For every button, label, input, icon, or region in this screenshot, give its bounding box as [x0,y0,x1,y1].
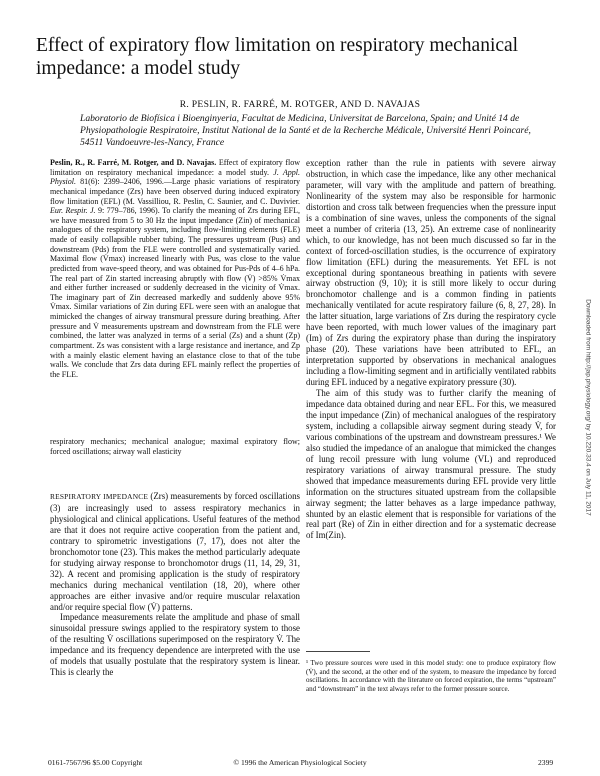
right-column-body [306,158,556,541]
download-watermark [582,190,591,630]
abstract-title: Effect of expiratory flow limitation on respiratory mechanical impedance: a model study. [50,158,300,177]
abstract [50,158,300,379]
left-paragraph-2: Impedance measurements relate the amplitude and phase of small sinusoidal pressure swings applied to the respiratory system to those of the resulting V̇ oscillations superimposed on the respiratory V̇. The impedance and its frequency dependence are interpreted with the use of models that usually postulate that the respiratory system is linear. This is clearly the [50,612,300,678]
footer-issn: 0161-7567/96 $5.00 Copyright [48,758,143,767]
abstract-authors: Peslin, R., R. Farré, M. Rotger, and D. Navajas. [50,158,217,167]
abstract-body-2: 9: 779–786, 1996). To clarify the meaning of Zrs during EFL, we have measured from 5 to 30 Hz the input impedance (Zin) of mechanical analogues of the respiratory system, including flow-limiting elements (FLE) made of easily collapsible rubber tubing. The pressures upstream (Pus) and downstream (Pds) from the FLE were controlled and systematically varied. Maximal flow (V̇max) increased linearly with Pus, was close to the value predicted from wave-speed theory, and was obtained for Pus-Pds of 4–6 hPa. The real part of Zin started increasing abruptly with flow (V̇) >85% V̇max and either further increased or suddenly decreased in the vicinity of V̇max. The imaginary part of Zin decreased markedly and suddenly above 95% V̇max. Similar variations of Zin during EFL were seen with an analogue that mimicked the changes of airway transmural pressure during breathing. After pressure and V̇ measurements upstream and downstream from the FLE were combined, the latter was analyzed in terms of a serial (Zs) and a shunt (Zp) compartment. Zs was consistent with a large resistance and inertance, and Zp with a mainly elastic element having an elastance close to that of the tube walls. We conclude that Zrs data during EFL mainly reflect the properties of the FLE. [50,206,300,379]
page-number: 2399 [538,758,554,767]
left-paragraph-1: (Zrs) measurements by forced oscillations (3) are increasingly used to assess respiratory mechanics in physiological and clinical applications. Useful features of the method are that it does not require active cooperation from the patient and, contrary to spirometric investigations (7, 17), does not alter the bronchomotor tone (23). This makes the method particularly adequate for studying airway response to bronchomotor drugs (11, 14, 29, 31, 32). A recent and promising application is the study of respiratory mechanics during mechanical ventilation (18, 20), where other approaches are either invasive and/or require muscular relaxation and/or require special flow (V̇) patterns. [50,491,300,612]
abstract-body-1: Large phasic variations of respiratory mechanical impedance (Zrs) have been observed during induced expiratory flow limitation (EFL) (M. Vassilliou, R. Peslin, C. Saunier, and C. Duvivier. [50,177,300,206]
abstract-ref-journal: Eur. Respir. J. [50,206,96,216]
right-paragraph-2: The aim of this study was to further clarify the meaning of impedance data obtained during and near EFL. For this, we measured the input impedance (Zin) of mechanical analogues of the respiratory system, including a collapsible airway segment during steady V̇, for various combinations of the upstream and downstream pressures.¹ We also studied the impedance of an analogue that mimicked the changes of lung recoil pressure with lung volume (VL) and reproduced respiratory variations of airway transmural pressure. The study showed that impedance measurements during EFL provide very little information on the structures situated upstream from the collapsible airway segment; the latter behaves as a large impedance pathway, shunted by an elastic element that is responsible for variations of the real part (Re) of Zin in either direction and for a systematic decrease of Im(Zin). [306,388,556,541]
download-watermark-text: Downloaded from http://jap.physiology.org/ by 10.220.33.4 on July 11, 2017 [584,299,592,516]
section-lead: RESPIRATORY IMPEDANCE [50,492,149,501]
right-paragraph-1: exception rather than the rule in patients with severe airway obstruction, in which case the impedance, like any other mechanical parameter, will vary with the amplitude and pattern of breathing. Nonlinearity of the system may also be responsible for harmonic distortion and cross talk between frequencies when the pressure input is a combination of sine waves, unless the components of the signal meet a number of criteria (13, 25). An extreme case of nonlinearity which, to our knowledge, has not been much discussed so far in the context of forced-oscillation studies, is the occurrence of expiratory flow limitation (EFL) during the measurements. Yet EFL is not exceptional during spontaneous breathing in patients with severe airway obstruction (9, 10); it is still more likely to occur during bronchomotor challenge and is a common finding in patients mechanically ventilated for acute respiratory failure (6, 8, 27, 28). In the latter situation, large variations of Zrs during the respiratory cycle have been reported, with much lower values of the imaginary part (Im) of Zrs during the expiratory phase than during the inspiratory phase (20). These variations have been attributed to EFL, an interpretation supported by observations in mechanical analogues including a flow-limiting segment and in artificially ventilated rabbits during EFL induced by a negative expiratory pressure (30). [306,158,556,388]
keywords [50,437,300,456]
footer-copyright: © 1996 the American Physiological Society [233,758,367,767]
abstract-journal: J. Appl. Physiol. [50,167,301,187]
affiliation: Laboratorio de Biofísica i Bioenginyeria, Facultat de Medicina, Universitat de Barcelona, Spain; and Unité 14 de Physiopathologie Respiratoire, Institut National de la Santé et de la Recherche Médicale, Université Henri Poincaré, 54511 Vandoeuvre-les-Nancy, France [80,113,531,148]
article-title: Effect of expiratory flow limitation on respiratory mechanical impedance: a model study [36,35,519,79]
abstract-citation: 81(6): 2399–2406, 1996.— [76,177,172,187]
left-column-body [50,491,300,678]
footnote-rule [306,651,370,652]
keywords-text: respiratory mechanics; mechanical analogue; maximal expiratory flow; forced oscillations; airway wall elasticity [50,437,300,456]
author-list: R. PESLIN, R. FARRÉ, M. ROTGER, AND D. NAVAJAS [179,99,421,110]
footnote: ¹ Two pressure sources were used in this model study: one to produce expiratory flow (V̇), and the second, at the other end of the system, to measure the impedance by forced oscillations. In accordance with the literature on forced expiration, the terms “upstream” and “downstream” in the text always refer to the former pressure source. [306,659,556,693]
